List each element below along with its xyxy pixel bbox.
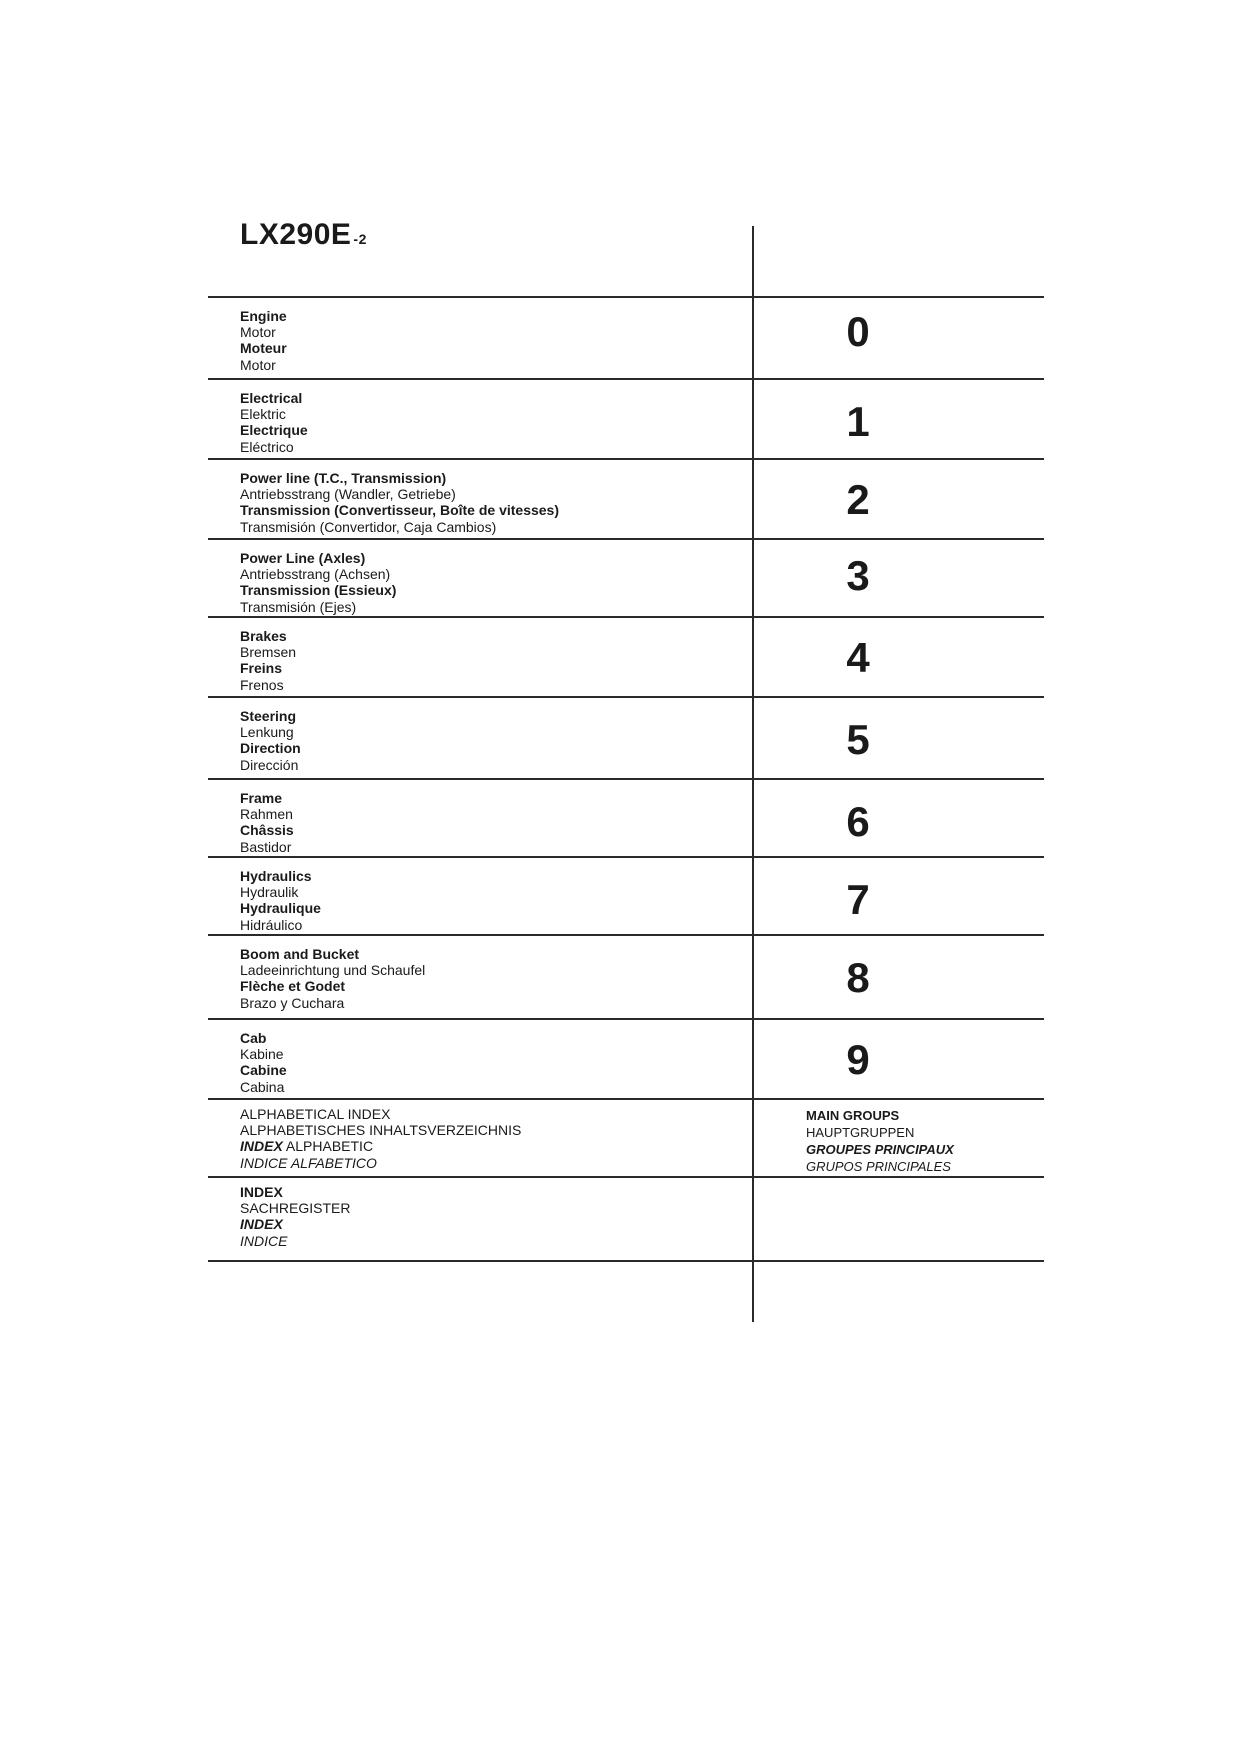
label-en: Power line (T.C., Transmission) bbox=[240, 470, 447, 486]
label-es: Transmisión (Convertidor, Caja Cambios) bbox=[240, 518, 497, 535]
alphabetical-index-labels bbox=[240, 1106, 521, 1171]
label-de: Ladeeinrichtung und Schaufel bbox=[240, 962, 426, 979]
legend-fr: GROUPES PRINCIPAUX bbox=[806, 1142, 954, 1157]
label-de: SACHREGISTER bbox=[240, 1200, 351, 1217]
label-de: Motor bbox=[240, 324, 276, 341]
group-row-5[interactable] bbox=[208, 698, 1044, 778]
group-row-9[interactable] bbox=[208, 1020, 1044, 1098]
group-number: 9 bbox=[846, 1036, 870, 1083]
label-fr-bold: INDEX bbox=[240, 1138, 283, 1155]
main-groups-legend bbox=[806, 1107, 954, 1175]
label-de: Elektric bbox=[240, 406, 286, 423]
legend-es: GRUPOS PRINCIPALES bbox=[806, 1159, 951, 1174]
group-labels bbox=[240, 868, 321, 933]
label-en: Steering bbox=[240, 708, 297, 724]
group-labels bbox=[240, 470, 559, 535]
group-row-8[interactable] bbox=[208, 936, 1044, 1018]
label-fr: Flèche et Godet bbox=[240, 978, 346, 995]
group-number: 2 bbox=[846, 476, 870, 523]
label-en: Engine bbox=[240, 308, 287, 324]
group-labels bbox=[240, 790, 294, 855]
group-row-2[interactable] bbox=[208, 460, 1044, 538]
group-row-7[interactable] bbox=[208, 858, 1044, 934]
group-labels bbox=[240, 390, 308, 455]
label-en: Cab bbox=[240, 1030, 267, 1046]
label-de: Lenkung bbox=[240, 724, 294, 741]
label-es: Motor bbox=[240, 356, 276, 373]
label-fr: Direction bbox=[240, 740, 301, 757]
label-es: INDICE bbox=[240, 1232, 288, 1249]
label-es: Eléctrico bbox=[240, 438, 294, 455]
label-en: Frame bbox=[240, 790, 283, 806]
label-en: Boom and Bucket bbox=[240, 946, 360, 962]
group-number: 3 bbox=[846, 552, 870, 599]
label-es: Transmisión (Ejes) bbox=[240, 598, 357, 615]
group-labels bbox=[240, 308, 287, 373]
group-number: 4 bbox=[846, 634, 870, 681]
label-de: ALPHABETISCHES INHALTSVERZEICHNIS bbox=[240, 1122, 522, 1139]
label-de: Antriebsstrang (Achsen) bbox=[240, 566, 391, 583]
column-divider-lower bbox=[752, 1262, 754, 1322]
label-fr-rest: ALPHABETIC bbox=[282, 1138, 374, 1155]
group-number: 7 bbox=[846, 876, 870, 923]
label-es: Dirección bbox=[240, 756, 299, 773]
label-fr: Transmission (Convertisseur, Boîte de vitesses) bbox=[240, 502, 560, 519]
label-es: Cabina bbox=[240, 1078, 285, 1095]
group-row-4[interactable] bbox=[208, 618, 1044, 696]
label-de: Hydraulik bbox=[240, 884, 299, 901]
label-es: Brazo y Cuchara bbox=[240, 994, 345, 1011]
page-title bbox=[240, 218, 367, 252]
label-en: INDEX bbox=[240, 1184, 283, 1200]
group-number: 8 bbox=[846, 954, 870, 1001]
group-labels bbox=[240, 946, 425, 1011]
index-row[interactable] bbox=[208, 1178, 1044, 1260]
label-es: INDICE ALFABETICO bbox=[240, 1154, 377, 1171]
label-fr bbox=[240, 1138, 521, 1154]
group-number: 6 bbox=[846, 798, 870, 845]
legend-de: HAUPTGRUPPEN bbox=[806, 1125, 915, 1140]
label-en: Power Line (Axles) bbox=[240, 550, 366, 566]
group-labels bbox=[240, 550, 396, 615]
group-labels bbox=[240, 628, 296, 693]
label-fr: Freins bbox=[240, 660, 283, 677]
label-fr: INDEX bbox=[240, 1216, 283, 1233]
label-fr: Electrique bbox=[240, 422, 308, 439]
label-es: Frenos bbox=[240, 676, 284, 693]
legend-en: MAIN GROUPS bbox=[806, 1108, 900, 1123]
group-number: 1 bbox=[846, 398, 870, 445]
label-fr: Hydraulique bbox=[240, 900, 321, 917]
label-de: Bremsen bbox=[240, 644, 297, 661]
label-de: Antriebsstrang (Wandler, Getriebe) bbox=[240, 486, 456, 503]
group-labels bbox=[240, 1030, 287, 1095]
label-fr: Moteur bbox=[240, 340, 287, 357]
label-en: Electrical bbox=[240, 390, 303, 406]
group-row-3[interactable] bbox=[208, 540, 1044, 616]
label-fr: Châssis bbox=[240, 822, 294, 839]
label-fr: Transmission (Essieux) bbox=[240, 582, 397, 599]
label-en: Brakes bbox=[240, 628, 287, 644]
label-fr: Cabine bbox=[240, 1062, 287, 1079]
label-en: ALPHABETICAL INDEX bbox=[240, 1106, 391, 1122]
group-row-6[interactable] bbox=[208, 780, 1044, 856]
label-en: Hydraulics bbox=[240, 868, 312, 884]
label-es: Hidráulico bbox=[240, 916, 303, 933]
model-suffix: -2 bbox=[353, 231, 367, 247]
label-de: Rahmen bbox=[240, 806, 293, 823]
group-number: 0 bbox=[846, 308, 870, 355]
group-labels bbox=[240, 708, 301, 773]
model-name: LX290E bbox=[240, 218, 352, 251]
label-es: Bastidor bbox=[240, 838, 292, 855]
index-labels bbox=[240, 1184, 350, 1249]
group-row-0[interactable] bbox=[208, 298, 1044, 378]
group-number: 5 bbox=[846, 716, 870, 763]
divider-line bbox=[208, 1260, 1044, 1262]
group-row-1[interactable] bbox=[208, 380, 1044, 458]
label-de: Kabine bbox=[240, 1046, 284, 1063]
